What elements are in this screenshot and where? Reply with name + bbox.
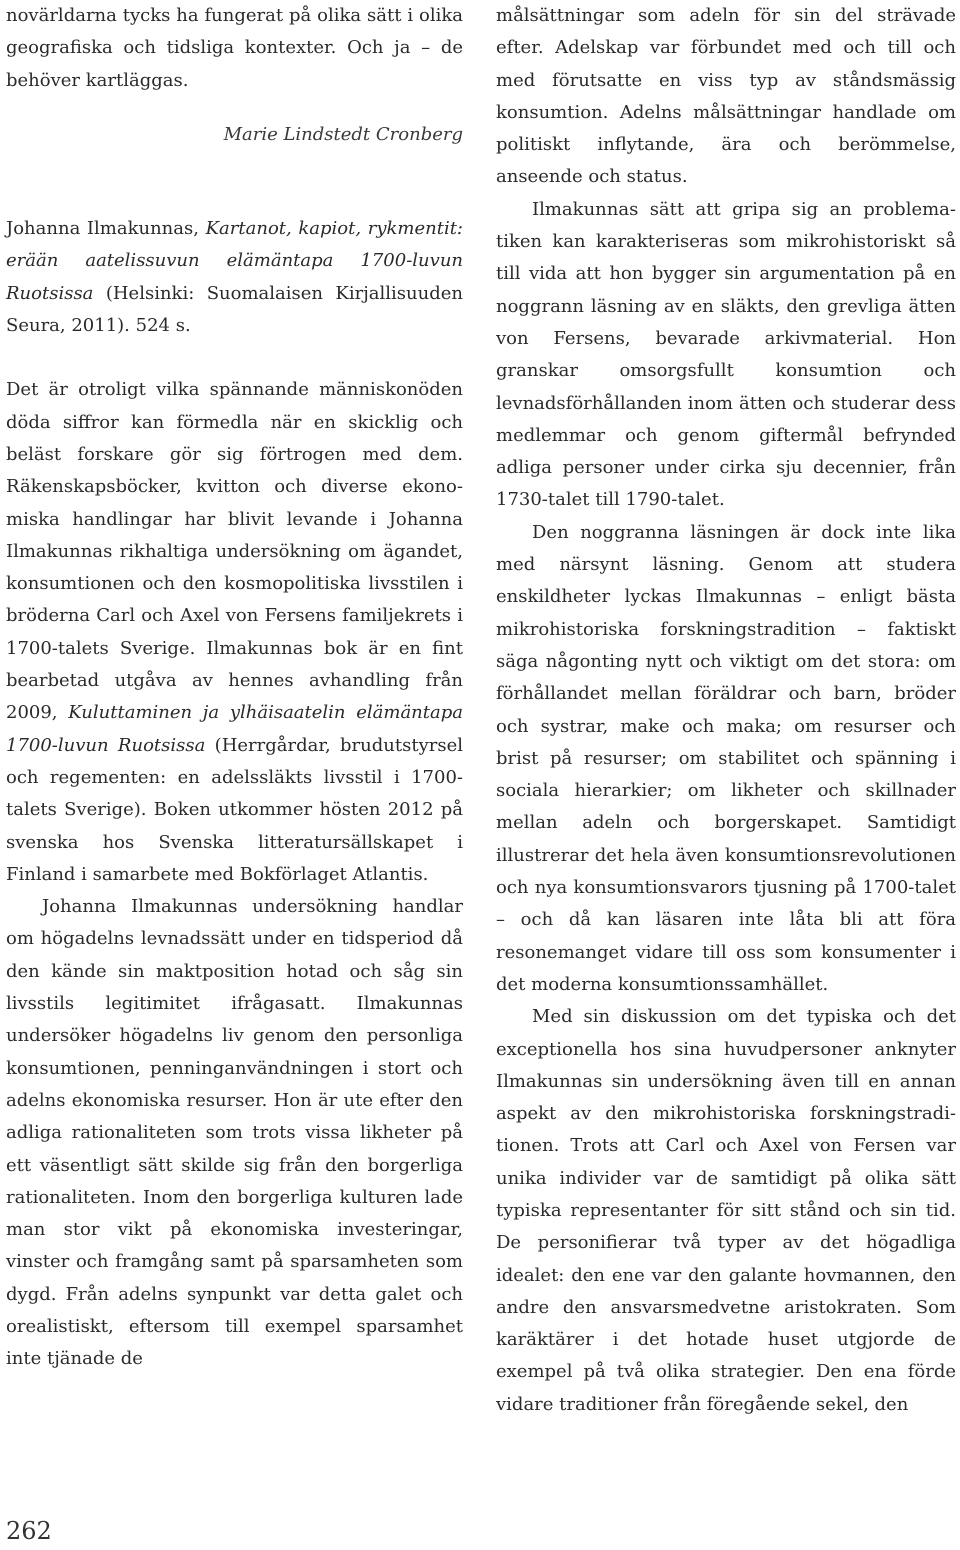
review-paragraph-3: Ilmakunnas sätt att gripa sig an problematiken kan karakteriseras som mikrohistoriskt så till vida att hon bygger sin argumentation på en noggrann läsning av en släkts, den grevliga ätten von Fersens, bevarade arkivmaterial. Hon granskar omsorgsfullt konsumtion och levnadsförhållanden inom ätten och studerar dess medlemmar och genom giftermål befrynded adliga personer under cirka sju decennier, från 1730-talet till 1790-talet. [496, 198, 956, 511]
book-title: Kartanot, kapiot, rykmentit: erään aatelissuvun elämäntapa 1700-luvun Ruotsissa [6, 218, 463, 304]
book-author: Johanna Ilmakunnas, [6, 218, 206, 240]
page-number: 262 [6, 1517, 52, 1545]
review-paragraph-1 [6, 374, 463, 891]
dissertation-title: Kuluttaminen ja ylhäisaatelin elämäntapa 1700-luvun Ruotsissa [6, 702, 463, 756]
review-bibliographic-heading [6, 213, 463, 342]
review-paragraph-4: Den noggranna läsningen är dock inte lika med närsynt läsning. Genom att studera enskildheter lyckas Ilmakunnas – enligt bästa mikrohistoriska forskningstradition – faktiskt säga någonting nytt och viktigt om det stora: om förhållandet mellan föräldrar och barn, bröder och systrar, make och maka; om resurser och brist på resurser; om stabilitet och spänning i sociala hierarkier; om likheter och skillnader mellan adeln och borgerskapet. Samtidigt illustrerar det hela även konsumtionsrevolutionen och nya konsumtionsvarors tjusning på 1700-talet – och då kan läsaren inte låta bli att föra resonemanget vidare till oss som konsumenter i det moderna konsumtionssamhället. [496, 521, 956, 995]
publication-details: (Helsinki: Suomalaisen Kirjallisuuden Seura, 2011). 524 s. [6, 282, 463, 337]
right-column [496, 0, 956, 1421]
reviewer-signature: Marie Lindstedt Cronberg [223, 123, 463, 145]
paragraph-text: Det är otroligt vilka spännande människonöden döda siffror kan förmedla när en skicklig och beläst forskare gör sig förtrogen med dem. Räkenskapsböcker, kvitton och diverse ekonomiska handlingar har blivit levande i Johanna Ilmakunnas rikhaltiga undersökning om ägandet, konsumtionen och den kosmopolitiska livsstilen i bröderna Carl och Axel von Fersens familjekrets i 1700-talets Sverige. Ilmakunnas bok är en fint bearbetad utgåva av hennes avhandling från 2009, [6, 379, 463, 724]
review-paragraph-2: Johanna Ilmakunnas undersökning handlar om högadelns levnadssätt under en tidsperiod då den kände sin maktposition hotad och såg sin livsstils legitimitet ifrågasatt. Ilmakunnas undersöker högadelns liv genom den personliga konsumtionen, penninganvändningen i stort och adelns ekonomiska resurser. Hon är ute efter den adliga rationaliteten som trots vissa likheter på ett väsentligt sätt skilde sig från den borgerliga rationaliteten. Inom den borgerliga kulturen lade man stor vikt på ekonomiska investeringar, vinster och framgång samt på sparsamheten som dygd. Från adelns synpunkt var detta galet och orealistiskt, eftersom till exempel sparsamhet inte tjänade de [6, 896, 463, 1370]
previous-review-ending: novärldarna tycks ha fungerat på olika sätt i olika geografiska och tidsliga kontexter. Och ja – de behöver kartläggas. [6, 5, 463, 91]
review-paragraph-5: Med sin diskussion om det typiska och det exceptionella hos sina huvudpersoner anknyter Ilmakunnas sin undersökning även till en annan aspekt av den mikrohistoriska forskningstraditionen. Trots att Carl och Axel von Fersen var unika individer var de samtidigt på olika sätt typiska representanter för sitt stånd och sin tid. De personifierar två typer av det högadliga idealet: den ene var den galante hovmannen, den andre den ansvarsmedvetne aristokraten. Som karäktärer i det hotade huset utgjorde de exempel på två olika strategier. Den ena förde vidare traditioner från föregående sekel, den [496, 1006, 956, 1415]
review-paragraph-2-continued: målsättningar som adeln för sin del strävade efter. Adelskap var förbundet med och till och med förutsatte en viss typ av ståndsmässig konsumtion. Adelns målsättningar handlade om politiskt inflytande, ära och berömmelse, anseende och status. [496, 5, 956, 188]
left-column [6, 0, 463, 1376]
paragraph-text: (Herrgårdar, brudutstyrsel och regementen: en adelssläkts livsstil i 1700-talets Sverige). Boken utkommer hösten 2012 på svenska hos Svenska litteratursällskapet i Finland i samarbete med Bokförlaget Atlantis. [6, 734, 463, 885]
